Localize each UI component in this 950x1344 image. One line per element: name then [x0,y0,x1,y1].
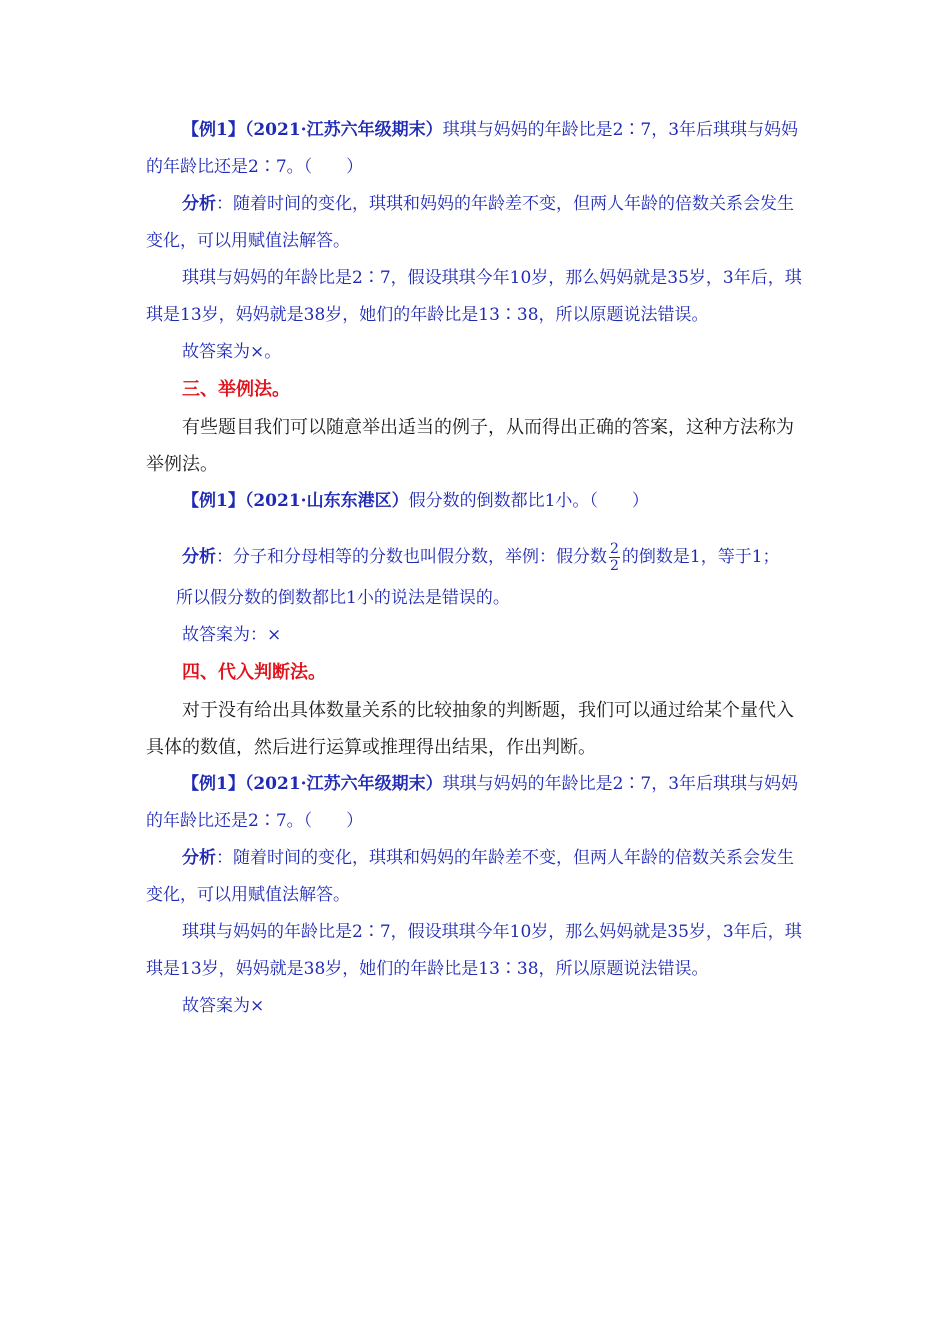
answer-line: 故答案为× [182,996,265,1016]
example-question [146,483,806,520]
example-source: （2021·江苏六年级期末） [244,120,443,140]
question-text: 假分数的倒数都比1小。（ ） [408,491,649,511]
section-heading: 四、代入判断法。 [182,662,326,683]
analysis-paragraph [146,534,806,580]
section-intro: 对于没有给出具体数量关系的比较抽象的判断题，我们可以通过给某个量代入具体的数值，然后进行运算或推理得出结果，作出判断。 [146,700,794,758]
section-intro: 有些题目我们可以随意举出适当的例子，从而得出正确的答案，这种方法称为举例法。 [146,417,794,475]
solution-paragraph: 琪琪与妈妈的年龄比是2∶7，假设琪琪今年10岁，那么妈妈就是35岁，3年后，琪琪是13岁，妈妈就是38岁，她们的年龄比是13∶38，所以原题说法错误。 [146,922,802,979]
example-tag: 【例1】 [182,491,245,511]
question-text: 琪琪与妈妈的年龄比是2∶7，3年后琪琪与妈妈的年龄比还是2∶7。（ ） [146,774,799,831]
fraction-numerator: 2 [610,541,619,557]
example-question [146,112,806,186]
example-question [146,766,806,840]
document-page [146,112,806,1025]
solution-paragraph: 琪琪与妈妈的年龄比是2∶7，假设琪琪今年10岁，那么妈妈就是35岁，3年后，琪琪是13岁，妈妈就是38岁，她们的年龄比是13∶38，所以原题说法错误。 [146,268,802,325]
fraction [609,541,620,574]
example-tag: 【例1】 [182,774,245,794]
answer-line: 故答案为：× [182,625,282,645]
analysis-text: ：随着时间的变化，琪琪和妈妈的年龄差不变，但两人年龄的倍数关系会发生变化，可以用赋值法解答。 [146,848,794,905]
answer-line: 故答案为×。 [182,342,282,362]
analysis-paragraph [146,840,806,914]
section-heading: 三、举例法。 [182,379,290,400]
example-source: （2021·山东东港区） [244,491,409,511]
analysis-paragraph [146,186,806,260]
conclusion-line: 所以假分数的倒数都比1小的说法是错误的。 [176,588,510,608]
example-tag: 【例1】 [182,120,245,140]
question-text: 琪琪与妈妈的年龄比是2∶7，3年后琪琪与妈妈的年龄比还是2∶7。（ ） [146,120,799,177]
analysis-label: 分析 [182,547,216,567]
analysis-label: 分析 [182,848,216,868]
analysis-label: 分析 [182,194,216,214]
analysis-text: ：随着时间的变化，琪琪和妈妈的年龄差不变，但两人年龄的倍数关系会发生变化，可以用赋值法解答。 [146,194,794,251]
analysis-text: ：分子和分母相等的分数也叫假分数，举例：假分数 [216,547,607,567]
analysis-text-after: 的倒数是1，等于1； [621,547,780,567]
fraction-denominator: 2 [610,558,619,574]
example-source: （2021·江苏六年级期末） [244,774,443,794]
